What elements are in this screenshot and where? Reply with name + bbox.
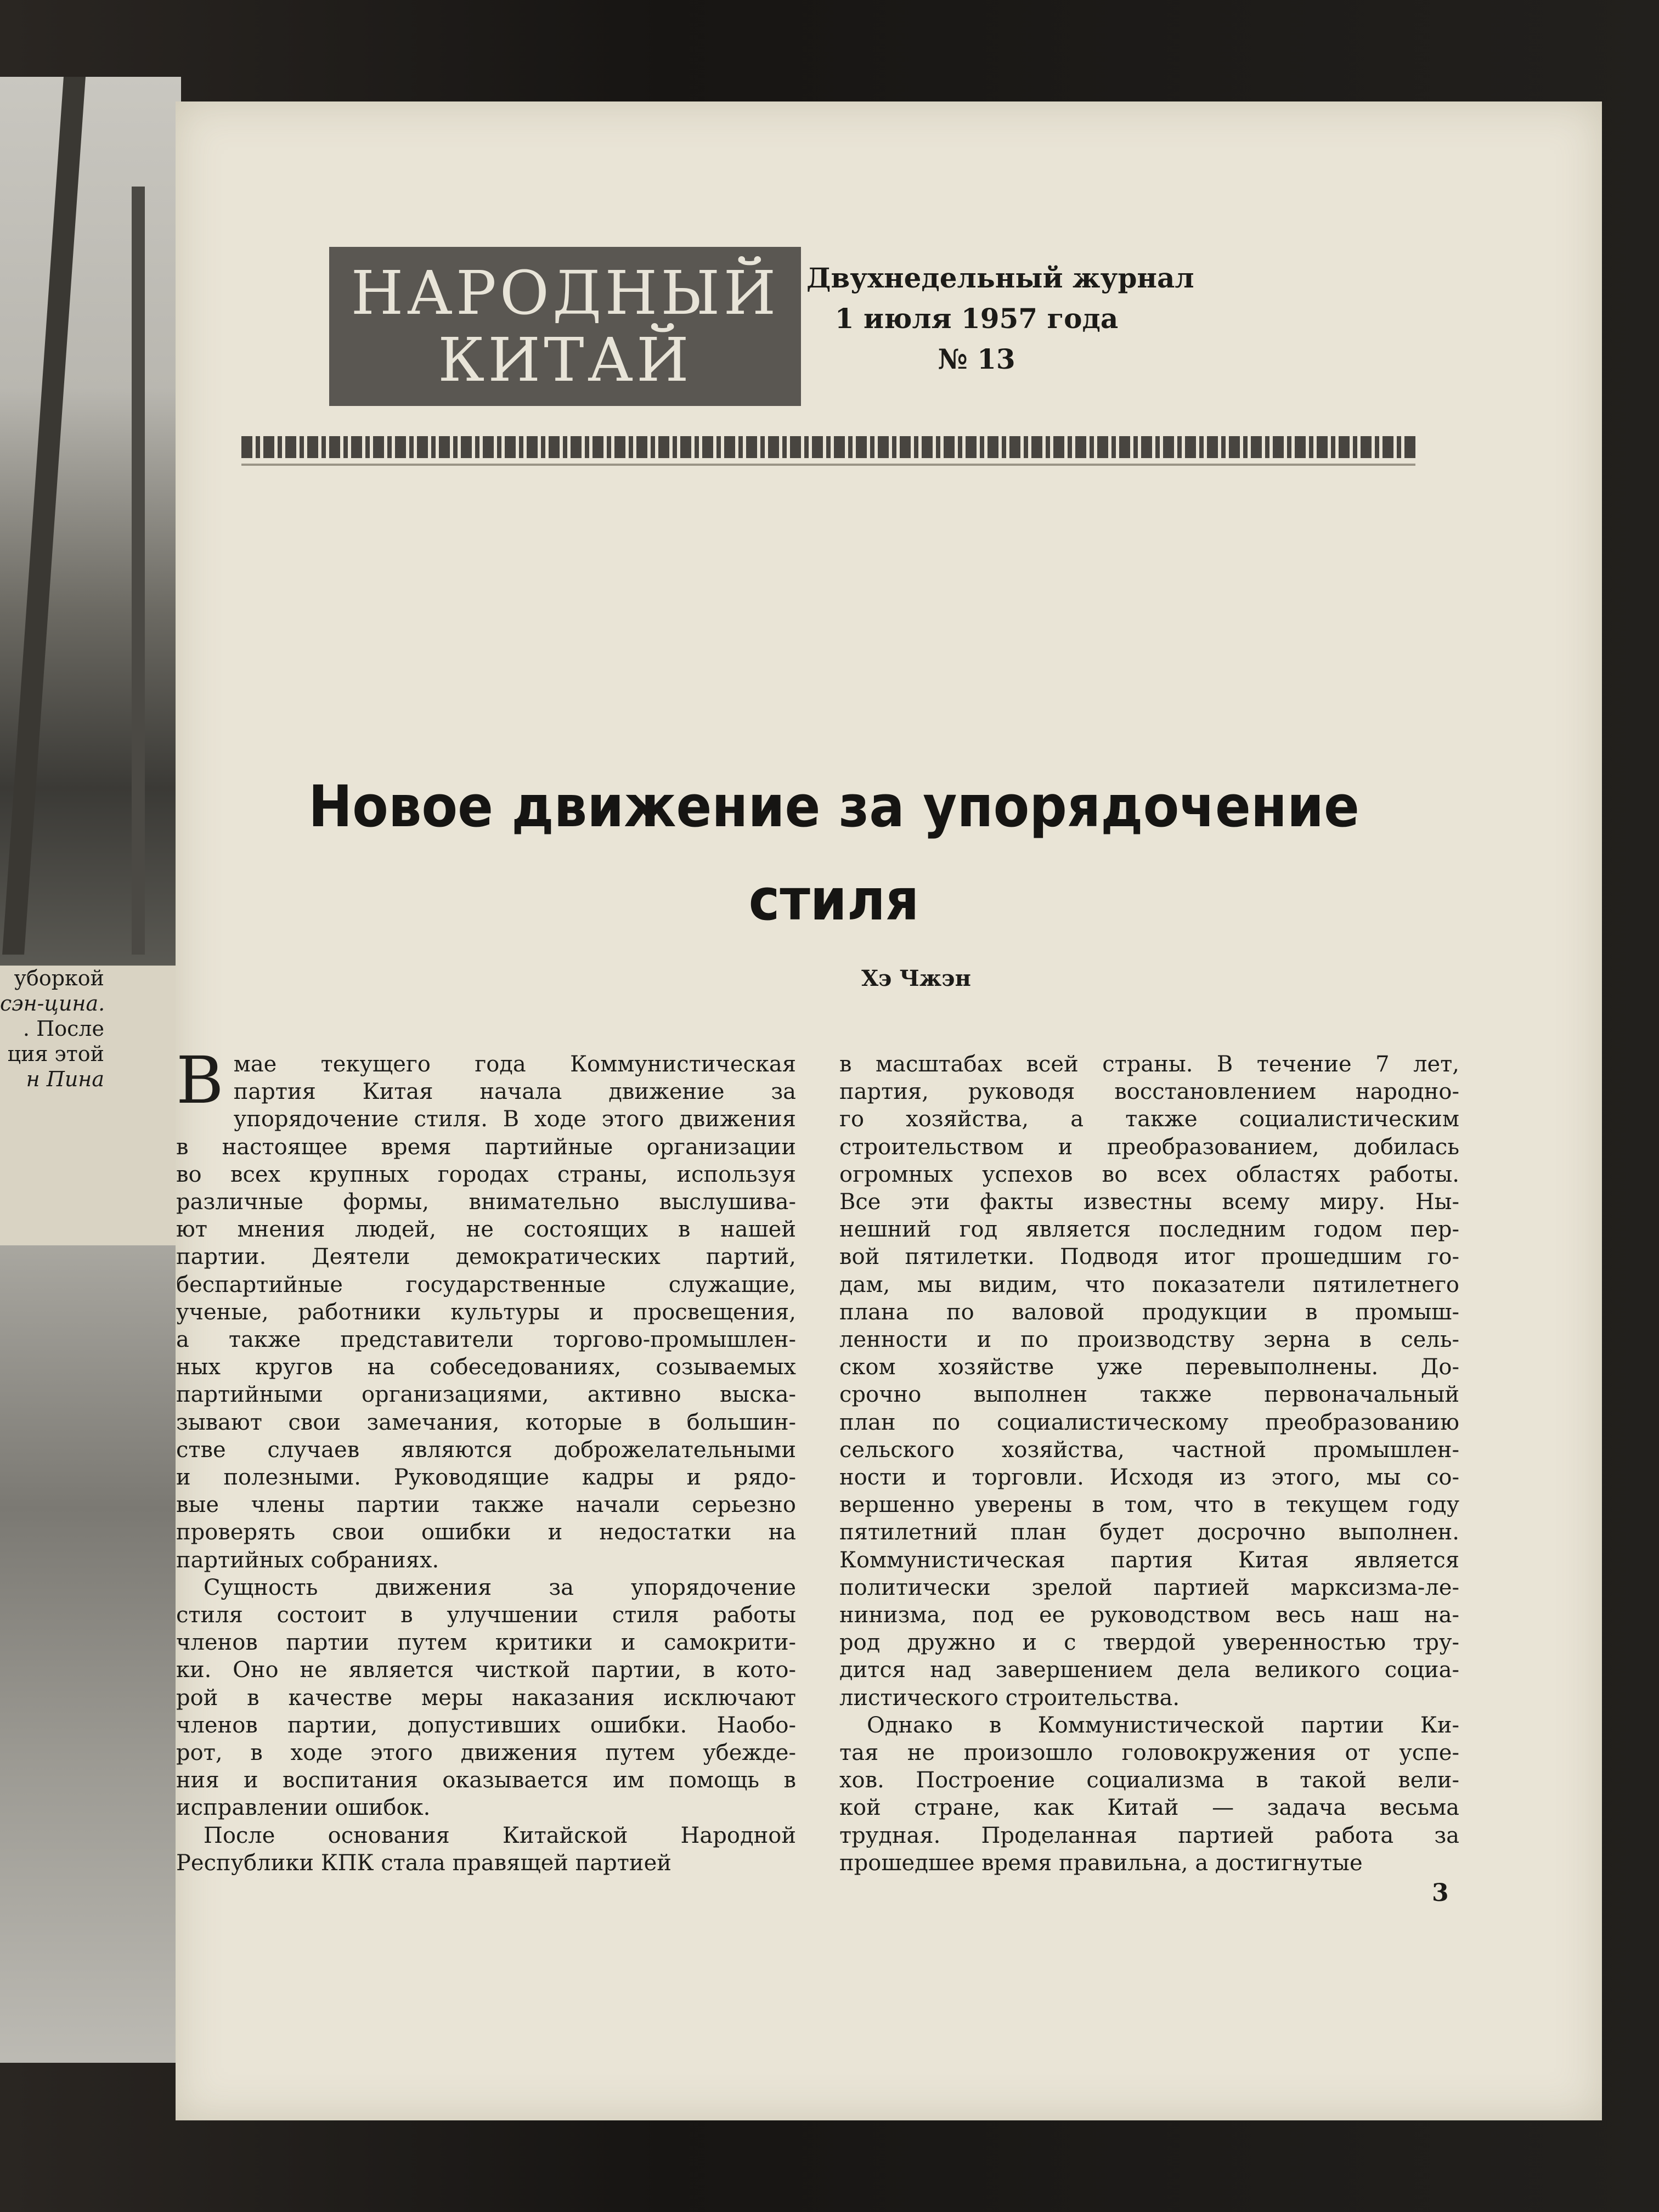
text-line: вершенно уверены в том, что в текущем году bbox=[839, 1492, 1459, 1518]
text-line: дам, мы видим, что показатели пятилетнего bbox=[839, 1272, 1459, 1297]
text-line: стве случаев являются доброжелательными bbox=[176, 1437, 796, 1463]
text-line: Сущность движения за упорядочение bbox=[204, 1575, 796, 1600]
ornamental-border bbox=[241, 436, 1415, 458]
magazine-page bbox=[176, 101, 1602, 2120]
text-line: членов партии путем критики и самокрити- bbox=[176, 1630, 796, 1656]
text-line: рой в качестве меры наказания исключают bbox=[176, 1685, 796, 1711]
palm-trunk bbox=[2, 77, 86, 955]
text-line: хов. Построение социализма в такой вели- bbox=[839, 1768, 1459, 1793]
text-line: политически зрелой партией марксизма-ле- bbox=[839, 1575, 1459, 1600]
text-line: Однако в Коммунистической партии Ки- bbox=[867, 1712, 1459, 1738]
issue-info bbox=[806, 258, 1194, 380]
text-line: и полезными. Руководящие кадры и рядо- bbox=[176, 1465, 796, 1491]
text-line: ученые, работники культуры и просвещения, bbox=[176, 1299, 796, 1325]
text-line: в настоящее время партийные организации bbox=[176, 1134, 796, 1160]
text-line: вой пятилетки. Подводя итог прошедшим го- bbox=[839, 1244, 1459, 1270]
text-line: ют мнения людей, не состоящих в нашей bbox=[176, 1217, 796, 1243]
text-line: беспартийные государственные служащие, bbox=[176, 1272, 796, 1297]
text-line: вые члены партии также начали серьезно bbox=[176, 1492, 796, 1518]
text-line: го хозяйства, а также социалистическим bbox=[839, 1107, 1459, 1132]
drop-cap: В bbox=[176, 1042, 224, 1118]
text-line: тая не произошло головокружения от успе- bbox=[839, 1740, 1459, 1766]
text-line: различные формы, внимательно выслушива- bbox=[176, 1189, 796, 1215]
article-title bbox=[299, 760, 1369, 946]
text-line: упорядочение стиля. В ходе этого движения bbox=[233, 1107, 796, 1132]
text-line: трудная. Проделанная партией работа за bbox=[839, 1822, 1459, 1848]
page-number: 3 bbox=[1432, 1879, 1449, 1907]
text-line: партия, руководя восстановлением народно- bbox=[839, 1079, 1459, 1105]
text-line: рот, в ходе этого движения путем убежде- bbox=[176, 1740, 796, 1766]
text-line: огромных успехов во всех областях работы. bbox=[839, 1161, 1459, 1187]
text-line: партийными организациями, активно выска- bbox=[176, 1382, 796, 1408]
caption-line: ция этой bbox=[7, 1042, 104, 1066]
text-line: во всех крупных городах страны, используя bbox=[176, 1161, 796, 1187]
text-line: нинизма, под ее руководством весь наш на- bbox=[839, 1602, 1459, 1628]
text-column-right bbox=[839, 1051, 1459, 1877]
caption-line: . После bbox=[22, 1017, 104, 1041]
text-line: стиля состоит в улучшении стиля работы bbox=[176, 1602, 796, 1628]
text-line: кой стране, как Китай — задача весьма bbox=[839, 1795, 1459, 1821]
caption-line: уборкой bbox=[14, 966, 104, 990]
palm-trunk-2 bbox=[132, 187, 145, 955]
issue-date: 1 июля 1957 года bbox=[834, 302, 1119, 335]
text-line: После основания Китайской Народной bbox=[204, 1822, 796, 1848]
text-line: зывают свои замечания, которые в большин- bbox=[176, 1409, 796, 1435]
masthead-logo bbox=[329, 247, 801, 406]
text-line: партии. Деятели демократических партий, bbox=[176, 1244, 796, 1270]
title-line-2: стиля bbox=[748, 866, 919, 933]
text-line: а также представители торгово-промышлен- bbox=[176, 1327, 796, 1353]
text-line: план по социалистическому преобразованию bbox=[839, 1409, 1459, 1435]
caption-line: сэн-цина. bbox=[0, 991, 105, 1015]
palm-photo bbox=[0, 77, 181, 966]
text-line: род дружно и с твердой уверенностью тру- bbox=[839, 1630, 1459, 1656]
photo-caption bbox=[0, 966, 104, 1240]
text-line: ском хозяйстве уже перевыполнены. До- bbox=[839, 1355, 1459, 1380]
text-line: исправлении ошибок. bbox=[176, 1795, 431, 1821]
previous-page bbox=[0, 77, 181, 2063]
masthead-line-1: НАРОДНЫЙ bbox=[351, 258, 780, 328]
text-line: нешний год является последним годом пер- bbox=[839, 1217, 1459, 1243]
divider bbox=[241, 464, 1415, 466]
text-line: партийных собраниях. bbox=[176, 1547, 439, 1573]
masthead-line-2: КИТАЙ bbox=[438, 325, 692, 395]
text-line: Все эти факты известны всему миру. Ны- bbox=[839, 1189, 1459, 1215]
text-line: строительством и преобразованием, добилась bbox=[839, 1134, 1459, 1160]
text-line: пятилетний план будет досрочно выполнен. bbox=[839, 1520, 1459, 1545]
text-line: проверять свои ошибки и недостатки на bbox=[176, 1520, 796, 1545]
article-author: Хэ Чжэн bbox=[861, 966, 971, 991]
text-line: партия Китая начала движение за bbox=[233, 1079, 796, 1105]
text-column-left bbox=[176, 1042, 796, 1877]
text-line: ки. Оно не является чисткой партии, в кото- bbox=[176, 1657, 796, 1683]
journal-type: Двухнедельный журнал bbox=[806, 262, 1194, 294]
text-line: мае текущего года Коммунистическая bbox=[233, 1052, 796, 1077]
text-line: прошедшее время правильна, а достигнутые bbox=[839, 1850, 1363, 1876]
text-line: срочно выполнен также первоначальный bbox=[839, 1382, 1459, 1408]
text-line: ленности и по производству зерна в сель- bbox=[839, 1327, 1459, 1353]
text-line: в масштабах всей страны. В течение 7 лет, bbox=[839, 1052, 1459, 1077]
text-line: листического строительства. bbox=[839, 1685, 1180, 1711]
text-line: Коммунистическая партия Китая является bbox=[839, 1547, 1459, 1573]
text-line: ных кругов на собеседованиях, созываемых bbox=[176, 1355, 796, 1380]
text-line: ния и воспитания оказывается им помощь в bbox=[176, 1768, 796, 1793]
caption-line: н Пина bbox=[26, 1067, 104, 1091]
text-line: дится над завершением дела великого социа- bbox=[839, 1657, 1459, 1683]
text-line: членов партии, допустивших ошибки. Наобо- bbox=[176, 1712, 796, 1738]
text-line: плана по валовой продукции в промыш- bbox=[839, 1299, 1459, 1325]
issue-number: № 13 bbox=[938, 343, 1015, 375]
text-line: сельского хозяйства, частной промышлен- bbox=[839, 1437, 1459, 1463]
landscape-photo bbox=[0, 1245, 181, 2063]
text-line: Республики КПК стала правящей партией bbox=[176, 1850, 672, 1876]
text-line: ности и торговли. Исходя из этого, мы со- bbox=[839, 1465, 1459, 1491]
title-line-1: Новое движение за упорядочение bbox=[308, 773, 1359, 840]
